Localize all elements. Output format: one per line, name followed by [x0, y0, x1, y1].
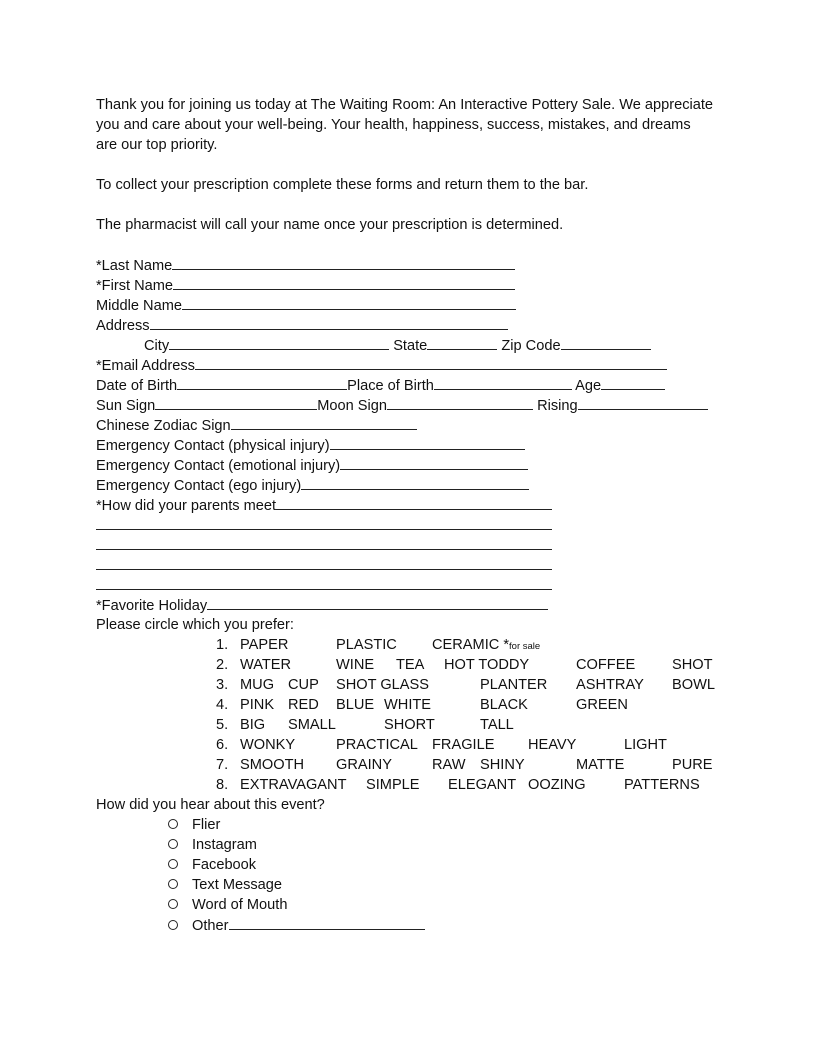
favorite-holiday-field[interactable] [96, 595, 548, 616]
city-state-zip-field[interactable] [144, 335, 651, 356]
intro-text-line-1: Thank you for joining us today at The Waiting Room: An Interactive Pottery Sale. We appreciate [96, 97, 714, 113]
prefer-option[interactable]: SMOOTH [240, 757, 305, 773]
parents-meet-extra-line[interactable] [96, 515, 552, 536]
prefer-option[interactable]: PRACTICAL [336, 737, 418, 753]
hollow-bullet-icon [168, 859, 178, 869]
prefer-option[interactable]: ASHTRAY [576, 677, 644, 693]
sun-sign-blank[interactable] [155, 395, 317, 410]
prefer-option[interactable]: PURE [672, 757, 713, 773]
city-label: City [144, 338, 170, 354]
birth-field[interactable] [96, 375, 665, 396]
pob-blank[interactable] [434, 375, 572, 390]
prefer-option[interactable]: CUP [288, 677, 319, 693]
for-sale-note: for sale [509, 641, 541, 652]
prefer-option[interactable]: WONKY [240, 737, 296, 753]
age-label: Age [575, 378, 602, 394]
parents-meet-field[interactable] [96, 495, 552, 516]
prefer-option[interactable]: ELEGANT [448, 777, 517, 793]
hear-option-label: Flier [192, 817, 221, 833]
prefer-option[interactable]: RED [288, 697, 319, 713]
prefer-option[interactable] [432, 635, 540, 657]
prefer-heading: Please circle which you prefer: [96, 617, 294, 633]
parents-meet-extra-line[interactable] [96, 575, 552, 596]
prefer-row-number: 4. [216, 697, 229, 713]
prefer-option[interactable]: PAPER [240, 637, 289, 653]
prefer-option[interactable]: PLASTIC [336, 637, 397, 653]
emergency-emotional-blank[interactable] [340, 455, 528, 470]
prefer-option[interactable]: SHOT GLASS [336, 677, 429, 693]
hear-option-word-of-mouth[interactable] [168, 895, 287, 915]
hear-option-text-message[interactable] [168, 875, 282, 895]
hear-option-label: Instagram [192, 837, 257, 853]
prefer-option[interactable]: EXTRAVAGANT [240, 777, 347, 793]
hear-option-facebook[interactable] [168, 855, 256, 875]
prefer-option[interactable]: WATER [240, 657, 292, 673]
emergency-physical-label: Emergency Contact (physical injury) [96, 438, 330, 454]
emergency-emotional-label: Emergency Contact (emotional injury) [96, 458, 341, 474]
prefer-option[interactable]: MUG [240, 677, 275, 693]
prefer-option[interactable]: BLUE [336, 697, 375, 713]
address-label: Address [96, 318, 150, 334]
prefer-option[interactable]: BLACK [480, 697, 528, 713]
parents-meet-extra-line[interactable] [96, 535, 552, 556]
prefer-row-number: 6. [216, 737, 229, 753]
first-name-field[interactable] [96, 275, 515, 296]
prefer-option[interactable]: SHOT [672, 657, 713, 673]
address-blank[interactable] [150, 315, 508, 330]
age-blank[interactable] [601, 375, 665, 390]
other-blank[interactable] [229, 915, 425, 930]
prefer-option[interactable]: PATTERNS [624, 777, 700, 793]
prefer-option[interactable]: SIMPLE [366, 777, 420, 793]
prefer-option[interactable]: SHINY [480, 757, 525, 773]
intro-text-line-2: you and care about your well-being. Your health, happiness, success, mistakes, and dreams [96, 117, 691, 133]
prefer-option[interactable]: OOZING [528, 777, 586, 793]
middle-name-field[interactable] [96, 295, 516, 316]
prefer-option[interactable]: MATTE [576, 757, 625, 773]
prefer-option[interactable]: HOT TODDY [444, 657, 530, 673]
hollow-bullet-icon [168, 819, 178, 829]
prefer-option[interactable]: LIGHT [624, 737, 667, 753]
parents-meet-label: *How did your parents meet [96, 498, 277, 514]
prefer-option[interactable]: BIG [240, 717, 266, 733]
emergency-ego-blank[interactable] [301, 475, 529, 490]
favorite-holiday-label: *Favorite Holiday [96, 598, 208, 614]
parents-meet-extra-line[interactable] [96, 555, 552, 576]
prefer-row-number: 7. [216, 757, 229, 773]
hollow-bullet-icon [168, 899, 178, 909]
hear-option-instagram[interactable] [168, 835, 257, 855]
chinese-zodiac-blank[interactable] [231, 415, 417, 430]
hear-option-label: Text Message [192, 877, 283, 893]
last-name-label: *Last Name [96, 258, 173, 274]
prefer-option[interactable]: COFFEE [576, 657, 636, 673]
hear-option-flier[interactable] [168, 815, 220, 835]
last-name-blank[interactable] [172, 255, 515, 270]
sun-sign-label: Sun Sign [96, 398, 156, 414]
hollow-bullet-icon [168, 920, 178, 930]
middle-name-blank[interactable] [182, 295, 516, 310]
state-label: State [393, 338, 428, 354]
moon-sign-label: Moon Sign [317, 398, 388, 414]
instructions-text: To collect your prescription complete these forms and return them to the bar. [96, 177, 589, 193]
prefer-option[interactable]: SMALL [288, 717, 336, 733]
prefer-row-number: 8. [216, 777, 229, 793]
emergency-physical-field[interactable] [96, 435, 525, 456]
prefer-row-number: 3. [216, 677, 229, 693]
prefer-row-number: 2. [216, 657, 229, 673]
moon-sign-blank[interactable] [387, 395, 533, 410]
prefer-option[interactable]: WHITE [384, 697, 432, 713]
hollow-bullet-icon [168, 839, 178, 849]
prefer-option-label: CERAMIC * [432, 637, 510, 653]
pharmacist-note: The pharmacist will call your name once your prescription is determined. [96, 217, 564, 233]
chinese-zodiac-label: Chinese Zodiac Sign [96, 418, 231, 434]
hear-option-label: Facebook [192, 857, 257, 873]
prefer-option[interactable]: SHORT [384, 717, 435, 733]
dob-blank[interactable] [177, 375, 347, 390]
first-name-blank[interactable] [173, 275, 515, 290]
state-blank[interactable] [427, 335, 497, 350]
prefer-option[interactable]: TEA [396, 657, 425, 673]
hear-option-other[interactable] [168, 915, 425, 936]
signs-field[interactable] [96, 395, 708, 416]
email-label: *Email Address [96, 358, 195, 374]
prefer-option[interactable]: WINE [336, 657, 375, 673]
prefer-option[interactable]: FRAGILE [432, 737, 495, 753]
first-name-label: *First Name [96, 278, 174, 294]
emergency-ego-field[interactable] [96, 475, 529, 496]
hollow-bullet-icon [168, 879, 178, 889]
rising-label: Rising [537, 398, 578, 414]
emergency-emotional-field[interactable] [96, 455, 528, 476]
hear-heading: How did you hear about this event? [96, 797, 325, 813]
emergency-physical-blank[interactable] [330, 435, 525, 450]
chinese-zodiac-field[interactable] [96, 415, 417, 436]
dob-label: Date of Birth [96, 378, 178, 394]
prefer-option[interactable]: GREEN [576, 697, 628, 713]
favorite-holiday-blank[interactable] [207, 595, 548, 610]
prefer-option[interactable]: PINK [240, 697, 275, 713]
zip-label: Zip Code [501, 338, 561, 354]
emergency-ego-label: Emergency Contact (ego injury) [96, 478, 302, 494]
pob-label: Place of Birth [347, 378, 434, 394]
prefer-option[interactable]: HEAVY [528, 737, 577, 753]
prefer-option[interactable]: PLANTER [480, 677, 548, 693]
hear-option-label: Other [192, 918, 229, 934]
intro-text-line-3: are our top priority. [96, 137, 218, 153]
city-blank[interactable] [169, 335, 389, 350]
parents-meet-blank[interactable] [276, 495, 552, 510]
hear-option-label: Word of Mouth [192, 897, 288, 913]
prefer-row-number: 5. [216, 717, 229, 733]
prefer-option[interactable]: TALL [480, 717, 514, 733]
prefer-row-number: 1. [216, 637, 229, 653]
zip-blank[interactable] [561, 335, 651, 350]
prefer-option[interactable]: RAW [432, 757, 466, 773]
email-field[interactable] [96, 355, 667, 376]
prefer-option[interactable]: BOWL [672, 677, 715, 693]
rising-blank[interactable] [578, 395, 708, 410]
email-blank[interactable] [195, 355, 667, 370]
middle-name-label: Middle Name [96, 298, 182, 314]
last-name-field[interactable] [96, 255, 515, 276]
prefer-option[interactable]: GRAINY [336, 757, 392, 773]
address-field[interactable] [96, 315, 508, 336]
